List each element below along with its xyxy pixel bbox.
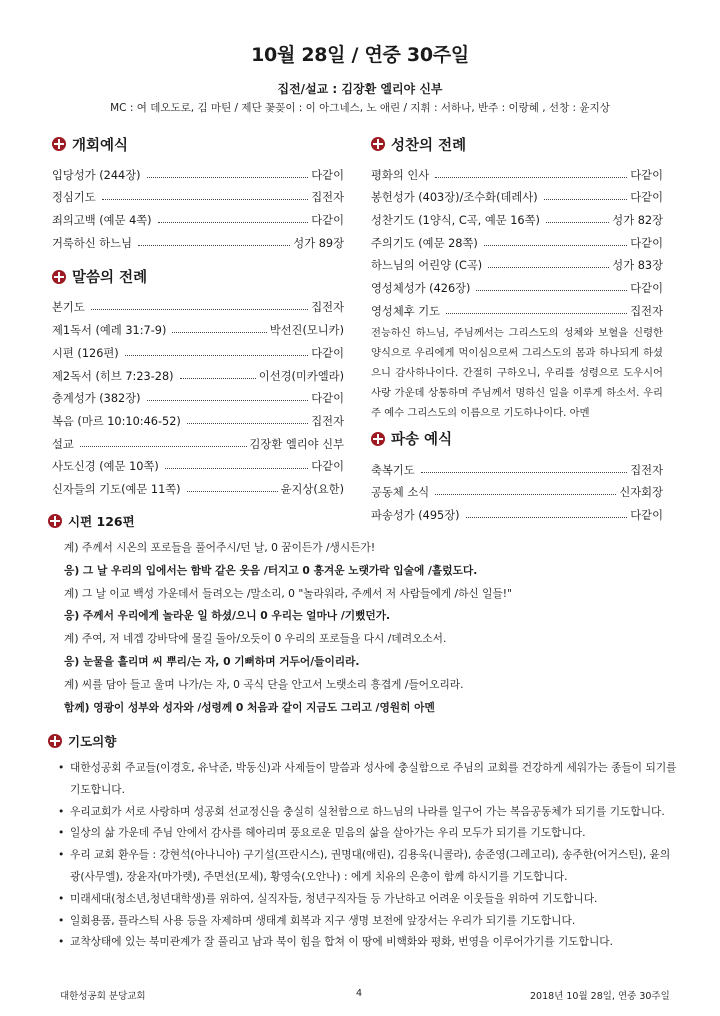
psalm-line: 응) 그 날 우리의 입에서는 함박 같은 웃음 /터지고 0 흥겨운 노랫가락 입술에 /흘렀도다.: [64, 563, 478, 577]
cross-icon: [52, 137, 66, 151]
dot-leader: [80, 446, 247, 447]
service-row: [52, 315, 344, 338]
psalm-line: 계) 씨를 담아 들고 울며 나가/는 자, 0 곡식 단을 안고서 노랫소리 흥겹게 /들어오리라.: [64, 677, 464, 691]
service-role: 성가 83장: [612, 259, 663, 273]
service-role: 다같이: [311, 168, 344, 182]
service-row: [52, 228, 344, 251]
dot-leader: [138, 245, 290, 246]
prayers-section: [48, 729, 678, 953]
footer-page-number: 4: [356, 988, 363, 999]
dot-leader: [435, 494, 616, 495]
service-role: 다같이: [630, 508, 663, 522]
service-item: 본기도: [52, 301, 85, 315]
service-item: 거룩하신 하느님: [52, 236, 132, 250]
service-row: [52, 338, 344, 361]
service-row: [52, 183, 344, 206]
section-title: 말씀의 전례: [72, 270, 148, 287]
service-role: 다같이: [311, 460, 344, 474]
section-word-heading: [52, 265, 344, 289]
section-dismissal-heading: [371, 427, 663, 451]
dot-leader: [158, 222, 309, 223]
service-item: 평화의 인사: [371, 168, 430, 182]
prayer-list: [48, 757, 678, 953]
service-item: 성찬기도 (1양식, C곡, 예문 16쪽): [371, 214, 540, 228]
dot-leader: [147, 400, 309, 401]
eucharist-list: [371, 160, 663, 319]
service-role: 집전자: [311, 191, 344, 205]
dot-leader: [476, 290, 627, 291]
service-role: 다같이: [630, 168, 663, 182]
service-item: 층계성가 (382장): [52, 392, 141, 406]
service-role: 박선진(모니카): [269, 324, 344, 338]
dot-leader: [91, 309, 309, 310]
prayer-item: • 미래세대(청소년,청년대학생)를 위하여, 실직자들, 청년구직자들 등 가난하고 어려운 이웃들을 위하여 기도합니다.: [48, 888, 678, 910]
service-row: [52, 160, 344, 183]
service-role: 성가 89장: [293, 236, 344, 250]
prayer-item: • 대한성공회 주교들(이경호, 유낙준, 박동신)과 사제들이 말씀과 성사에 충실함으로 주님의 교회를 건강하게 세워가는 종들이 되기를 기도합니다.: [48, 757, 678, 801]
service-role: 신자회장: [619, 486, 663, 500]
dot-leader: [546, 222, 609, 223]
service-row: [371, 478, 663, 501]
dot-leader: [421, 472, 628, 473]
dot-leader: [435, 177, 627, 178]
service-row: [371, 273, 663, 296]
dot-leader: [125, 355, 309, 356]
service-role: 윤지상(요한): [280, 482, 344, 496]
service-row: [52, 384, 344, 407]
service-row: [52, 205, 344, 228]
service-row: [371, 296, 663, 319]
service-item: 신자들의 기도(예문 11쪽): [52, 482, 181, 496]
cross-icon: [371, 137, 385, 151]
word-list: [52, 293, 344, 497]
service-role: 집전자: [630, 304, 663, 318]
section-title: 파송 예식: [391, 432, 453, 449]
service-role: 집전자: [311, 301, 344, 315]
service-item: 정심기도: [52, 191, 96, 205]
opening-list: [52, 160, 344, 251]
service-row: [371, 183, 663, 206]
dot-leader: [180, 378, 256, 379]
cross-icon: [371, 432, 385, 446]
service-row: [371, 251, 663, 274]
service-item: 봉헌성가 (403장)/조수화(데레사): [371, 191, 538, 205]
dot-leader: [172, 332, 266, 333]
service-item: 제2독서 (히브 7:23-28): [52, 369, 174, 383]
service-role: 다같이: [630, 191, 663, 205]
service-role: 다같이: [630, 236, 663, 250]
section-eucharist-heading: [371, 132, 663, 156]
service-row: [371, 455, 663, 478]
cross-icon: [48, 734, 62, 748]
page-title: 10월 28일 / 연중 30주일: [251, 44, 469, 66]
dot-leader: [488, 267, 609, 268]
service-row: [52, 452, 344, 475]
dot-leader: [544, 199, 628, 200]
dot-leader: [102, 199, 309, 200]
left-column: [52, 132, 344, 497]
dot-leader: [147, 177, 309, 178]
dot-leader: [446, 313, 627, 314]
service-row: [52, 474, 344, 497]
service-item: 주의기도 (예문 28쪽): [371, 236, 478, 250]
service-row: [52, 406, 344, 429]
psalm-heading: [48, 509, 678, 533]
service-item: 공동체 소식: [371, 486, 430, 500]
service-item: 파송성가 (495장): [371, 508, 460, 522]
service-item: 하느님의 어린양 (C곡): [371, 259, 483, 273]
service-row: [52, 293, 344, 316]
service-item: 시편 (126편): [52, 346, 119, 360]
prayer-item: • 일회용품, 플라스틱 사용 등을 자제하며 생태계 회복과 지구 생명 보전에 앞장서는 우리가 되기를 기도합니다.: [48, 910, 678, 932]
section-title: 기도의향: [68, 734, 117, 749]
service-role: 김장환 엘리야 신부: [249, 437, 344, 451]
service-role: 다같이: [630, 282, 663, 296]
service-role: 이선경(미카엘라): [258, 369, 344, 383]
service-role: 성가 82장: [612, 214, 663, 228]
service-row: [371, 228, 663, 251]
prayer-item: • 우리교회가 서로 사랑하며 성공회 선교정신을 충실히 실천함으로 하느님의 나라를 일구어 가는 복음공동체가 되기를 기도합니다.: [48, 801, 678, 823]
section-opening-heading: [52, 132, 344, 156]
psalm-line: 계) 그 날 이교 백성 가운데서 들려오는 /말소리, 0 "놀라워라, 주께서 저 사람들에게 /하신 일들!": [64, 586, 512, 600]
psalm-section: [48, 509, 678, 719]
service-role: 집전자: [311, 414, 344, 428]
psalm-line: 계) 주께서 시온의 포로들을 풀어주시/던 날, 0 꿈이든가 /생시든가!: [64, 541, 376, 554]
prayer-item: • 교착상태에 있는 북미관계가 잘 풀리고 남과 북이 힘을 합쳐 이 땅에 비핵화와 평화, 번영을 이루어가기를 기도합니다.: [48, 931, 678, 953]
prayer-item: • 일상의 삶 가운데 주님 안에서 감사를 헤아리며 풍요로운 믿음의 삶을 살아가는 우리 모두가 되기를 기도합니다.: [48, 822, 678, 844]
service-item: 사도신경 (예문 10쪽): [52, 460, 159, 474]
service-role: 다같이: [311, 346, 344, 360]
prayer-item: • 우리 교회 환우들 : 강현석(아나니아) 구기설(프란시스), 권명대(애린), 김용욱(니콜라), 송준영(그레고리), 송주한(어거스틴), 윤의광(사무엘), 장윤자(마가렛), 주면선(모세), 황영숙(오안나) : 에게 치유의 은총이 함께 하시기를 기도합니다.: [48, 844, 678, 888]
section-title: 개회예식: [72, 137, 129, 154]
service-item: 입당성가 (244장): [52, 168, 141, 182]
service-row: [371, 160, 663, 183]
service-role: 집전자: [630, 463, 663, 477]
service-item: 영성체후 기도: [371, 304, 441, 318]
service-item: 복음 (마르 10:10:46-52): [52, 414, 181, 428]
service-row: [371, 205, 663, 228]
service-item: 영성체성가 (426장): [371, 282, 471, 296]
cross-icon: [52, 270, 66, 284]
credits-line: MC : 여 데오도로, 김 마틴 / 제단 꽃꽂이 : 이 아그네스, 노 애린 / 지휘 : 서하나, 반주 : 이랑혜 , 선창 : 윤지상: [110, 102, 610, 114]
service-role: 다같이: [311, 214, 344, 228]
presider-line: 집전/설교 : 김장환 엘리야 신부: [277, 82, 443, 96]
prayers-heading: [48, 729, 678, 753]
service-item: 설교: [52, 437, 74, 451]
service-row: [52, 361, 344, 384]
service-role: 다같이: [311, 392, 344, 406]
psalm-line: 계) 주여, 저 네겝 강바닥에 물길 돌아/오듯이 0 우리의 포로들을 다시 /데려오소서.: [64, 632, 447, 646]
service-item: 축복기도: [371, 463, 415, 477]
section-title: 시편 126편: [68, 514, 135, 529]
post-communion-prayer: 전능하신 하느님, 주님께서는 그리스도의 성체와 보혈을 신령한 양식으로 우리에게 먹이심으로써 그리스도의 몸과 하나되게 하셨으니 감사하나이다. 간절히 구하오니, 우리를 성령으로 도우시어 사랑 가운데 상통하며 주님께서 명하신 일을 이루게 하소서. 우리주 예수 그리스도의 이름으로 기도하나이다. 아멘: [371, 326, 663, 419]
right-column: [371, 132, 663, 523]
psalm-lines: [48, 537, 678, 719]
service-item: 제1독서 (예레 31:7-9): [52, 324, 167, 338]
footer-date: 2018년 10월 28일, 연중 30주일: [530, 991, 670, 1002]
dot-leader: [187, 491, 278, 492]
dot-leader: [165, 468, 308, 469]
service-row: [52, 429, 344, 452]
dot-leader: [187, 423, 308, 424]
cross-icon: [48, 514, 62, 528]
psalm-line: 응) 주께서 우리에게 놀라운 일 하셨/으니 0 우리는 얼마나 /기뻤던가.: [64, 609, 391, 623]
dot-leader: [484, 245, 627, 246]
footer-church: 대한성공회 분당교회: [60, 991, 146, 1002]
psalm-line: 응) 눈물을 흘리며 씨 뿌리/는 자, 0 기뻐하며 거두어/들이리라.: [64, 654, 360, 668]
psalm-line: 함께) 영광이 성부와 성자와 /성령께 0 처음과 같이 지금도 그리고 /영원히 아멘: [64, 700, 435, 714]
section-title: 성찬의 전례: [391, 137, 467, 154]
service-item: 죄의고백 (예문 4쪽): [52, 214, 152, 228]
